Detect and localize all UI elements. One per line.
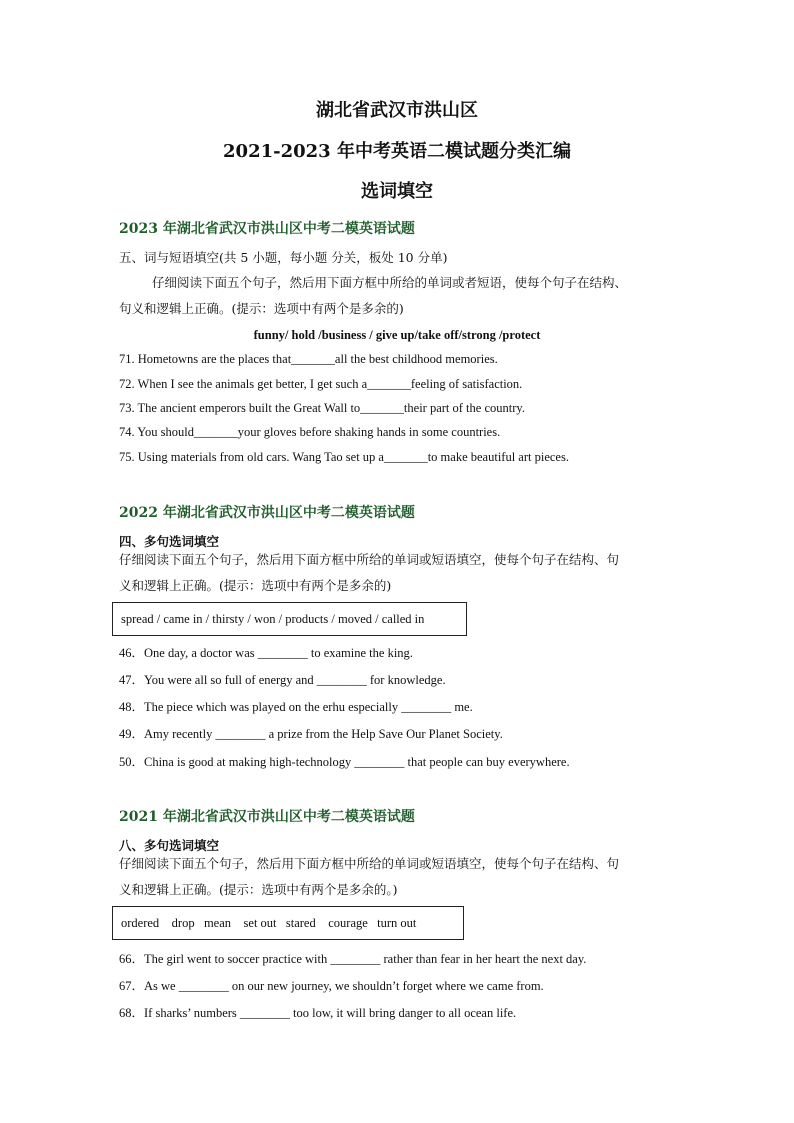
question-48: 48．The piece which was played on the erhu especially ________ me.: [119, 700, 473, 714]
doc-title-region: 湖北省武汉市洪山区: [316, 100, 478, 121]
question-66: 66．The girl went to soccer practice with ________ rather than fear in her heart the next day.: [119, 952, 587, 966]
instruction-line-2-2023: 句义和逻辑上正确。(提示：选项中有两个是多余的): [119, 301, 404, 316]
question-71: 71. Hometowns are the places that_______all the best childhood memories.: [119, 352, 498, 366]
section-heading-2022: 2022 年湖北省武汉市洪山区中考二模英语试题: [119, 505, 415, 521]
instruction-line-2-2022: 义和逻辑上正确。(提示：选项中有两个是多余的): [119, 578, 392, 593]
doc-title-main: 2021-2023 年中考英语二模试题分类汇编: [223, 141, 571, 162]
word-bank-2022: spread / came in / thirsty / won / products / moved / called in: [121, 611, 425, 626]
word-bank-2023: funny/ hold /business / give up/take off/strong /protect: [253, 328, 541, 342]
instruction-line-1-2022: 仔细阅读下面五个句子，然后用下面方框中所给的单词或短语填空，使每个句子在结构、句: [119, 552, 620, 567]
section-heading-2021: 2021 年湖北省武汉市洪山区中考二模英语试题: [119, 809, 415, 825]
part-title-2023: 五、词与短语填空(共 5 小题，每小题 分关，板处 10 分单): [119, 250, 448, 265]
word-bank-2021: ordered drop mean set out stared courage turn out: [121, 915, 417, 930]
question-75: 75. Using materials from old cars. Wang Tao set up a_______to make beautiful art pieces.: [119, 450, 569, 464]
question-46: 46．One day, a doctor was ________ to examine the king.: [119, 646, 413, 660]
word-bank-box-2022: [112, 602, 467, 636]
question-73: 73. The ancient emperors built the Great Wall to_______their part of the country.: [119, 401, 525, 415]
question-47: 47．You were all so full of energy and ________ for knowledge.: [119, 673, 446, 687]
section-heading-2023: 2023 年湖北省武汉市洪山区中考二模英语试题: [119, 221, 415, 237]
question-72: 72. When I see the animals get better, I get such a_______feeling of satisfaction.: [119, 377, 523, 391]
part-title-2022: 四、多句选词填空: [119, 534, 220, 549]
instruction-line-2-2021: 义和逻辑上正确。(提示：选项中有两个是多余的。): [119, 882, 398, 897]
question-68: 68．If sharks’ numbers ________ too low, it will bring danger to all ocean life.: [119, 1006, 517, 1020]
question-50: 50．China is good at making high-technology ________ that people can buy everywhere.: [119, 755, 570, 769]
question-67: 67．As we ________ on our new journey, we shouldn’t forget where we came from.: [119, 979, 544, 993]
question-49: 49．Amy recently ________ a prize from the Help Save Our Planet Society.: [119, 727, 503, 741]
part-title-2021: 八、多句选词填空: [119, 838, 220, 853]
instruction-line-1-2023: 仔细阅读下面五个句子，然后用下面方框中所给的单词或者短语，使每个句子在结构、: [152, 275, 628, 290]
doc-title-topic: 选词填空: [361, 181, 433, 202]
instruction-line-1-2021: 仔细阅读下面五个句子，然后用下面方框中所给的单词或短语填空，使每个句子在结构、句: [119, 856, 620, 871]
question-74: 74. You should_______your gloves before shaking hands in some countries.: [119, 425, 501, 439]
word-bank-box-2021: [112, 906, 464, 940]
